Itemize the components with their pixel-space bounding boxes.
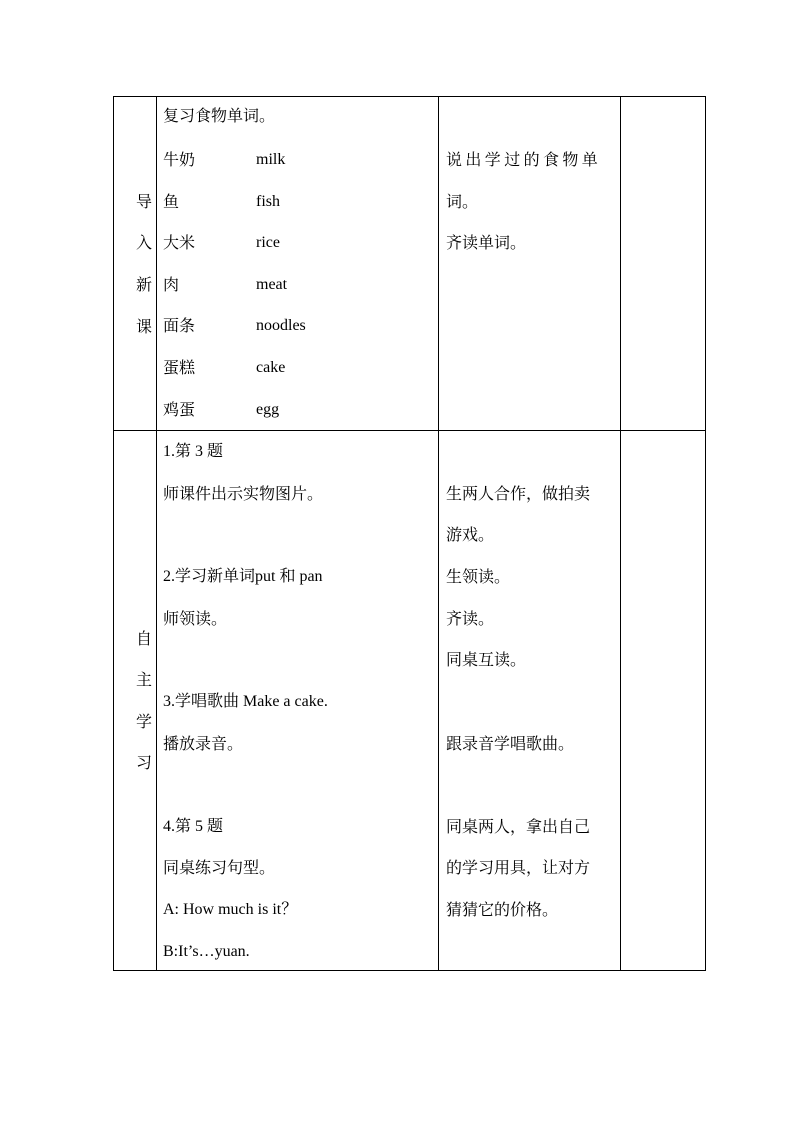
vocab-english: rice — [256, 234, 280, 251]
section-title-char: 新 — [135, 275, 152, 294]
column-divider — [620, 97, 621, 970]
activity-text: 2.学习新单词put 和 pan — [163, 568, 323, 585]
vocab-english: meat — [256, 276, 288, 293]
student-activity-text: 游戏。 — [446, 525, 495, 544]
vocab-english: fish — [256, 193, 280, 210]
student-activity-text: 跟录音学唱歌曲。 — [446, 734, 575, 753]
vocab-chinese: 蛋糕 — [163, 358, 196, 377]
activity-text: B:It’s…yuan. — [163, 943, 250, 960]
activity-text: 播放录音。 — [163, 734, 244, 753]
activity-text: A: How much is it？ — [163, 901, 298, 918]
column-divider — [156, 97, 157, 970]
vocab-chinese: 面条 — [163, 316, 196, 335]
section-title-char: 课 — [135, 317, 152, 336]
vocab-chinese: 牛奶 — [163, 150, 196, 169]
section-title-char: 导 — [135, 192, 152, 211]
student-activity-text: 词。 — [446, 192, 479, 211]
student-activity-text: 生两人合作，做拍卖 — [446, 484, 591, 503]
vocab-chinese: 肉 — [163, 275, 180, 294]
column-divider — [438, 97, 439, 970]
activity-text: 3.学唱歌曲 Make a cake. — [163, 693, 328, 710]
vocab-chinese: 大米 — [163, 233, 196, 252]
student-activity-text: 同桌两人，拿出自己 — [446, 817, 591, 836]
activity-text: 师课件出示实物图片。 — [163, 484, 324, 503]
vocab-english: noodles — [256, 317, 306, 334]
student-activity-text: 齐读。 — [446, 609, 495, 628]
section-title-char: 主 — [135, 670, 152, 689]
lesson-table — [113, 96, 706, 971]
student-activity-text: 的学习用具，让对方 — [446, 858, 591, 877]
student-activity-text: 齐读单词。 — [446, 233, 527, 252]
student-activity-text: 同桌互读。 — [446, 650, 527, 669]
activity-heading: 复习食物单词。 — [163, 106, 276, 125]
student-activity-text: 说出学过的食物单 — [446, 150, 602, 169]
section-title-char: 习 — [135, 753, 152, 772]
activity-text: 1.第 3 题 — [163, 443, 224, 460]
vocab-chinese: 鱼 — [163, 192, 180, 211]
student-activity-text: 生领读。 — [446, 567, 511, 586]
vocab-english: egg — [256, 401, 280, 418]
vocab-english: milk — [256, 151, 286, 168]
activity-text: 师领读。 — [163, 609, 228, 628]
activity-text: 4.第 5 题 — [163, 818, 224, 835]
vocab-english: cake — [256, 359, 286, 376]
section-title-char: 入 — [135, 233, 152, 252]
activity-text: 同桌练习句型。 — [163, 858, 276, 877]
vocab-chinese: 鸡蛋 — [163, 400, 196, 419]
section-title-char: 自 — [135, 629, 152, 648]
student-activity-text: 猜猜它的价格。 — [446, 900, 559, 919]
section-title-char: 学 — [135, 712, 152, 731]
row-divider — [114, 430, 705, 431]
